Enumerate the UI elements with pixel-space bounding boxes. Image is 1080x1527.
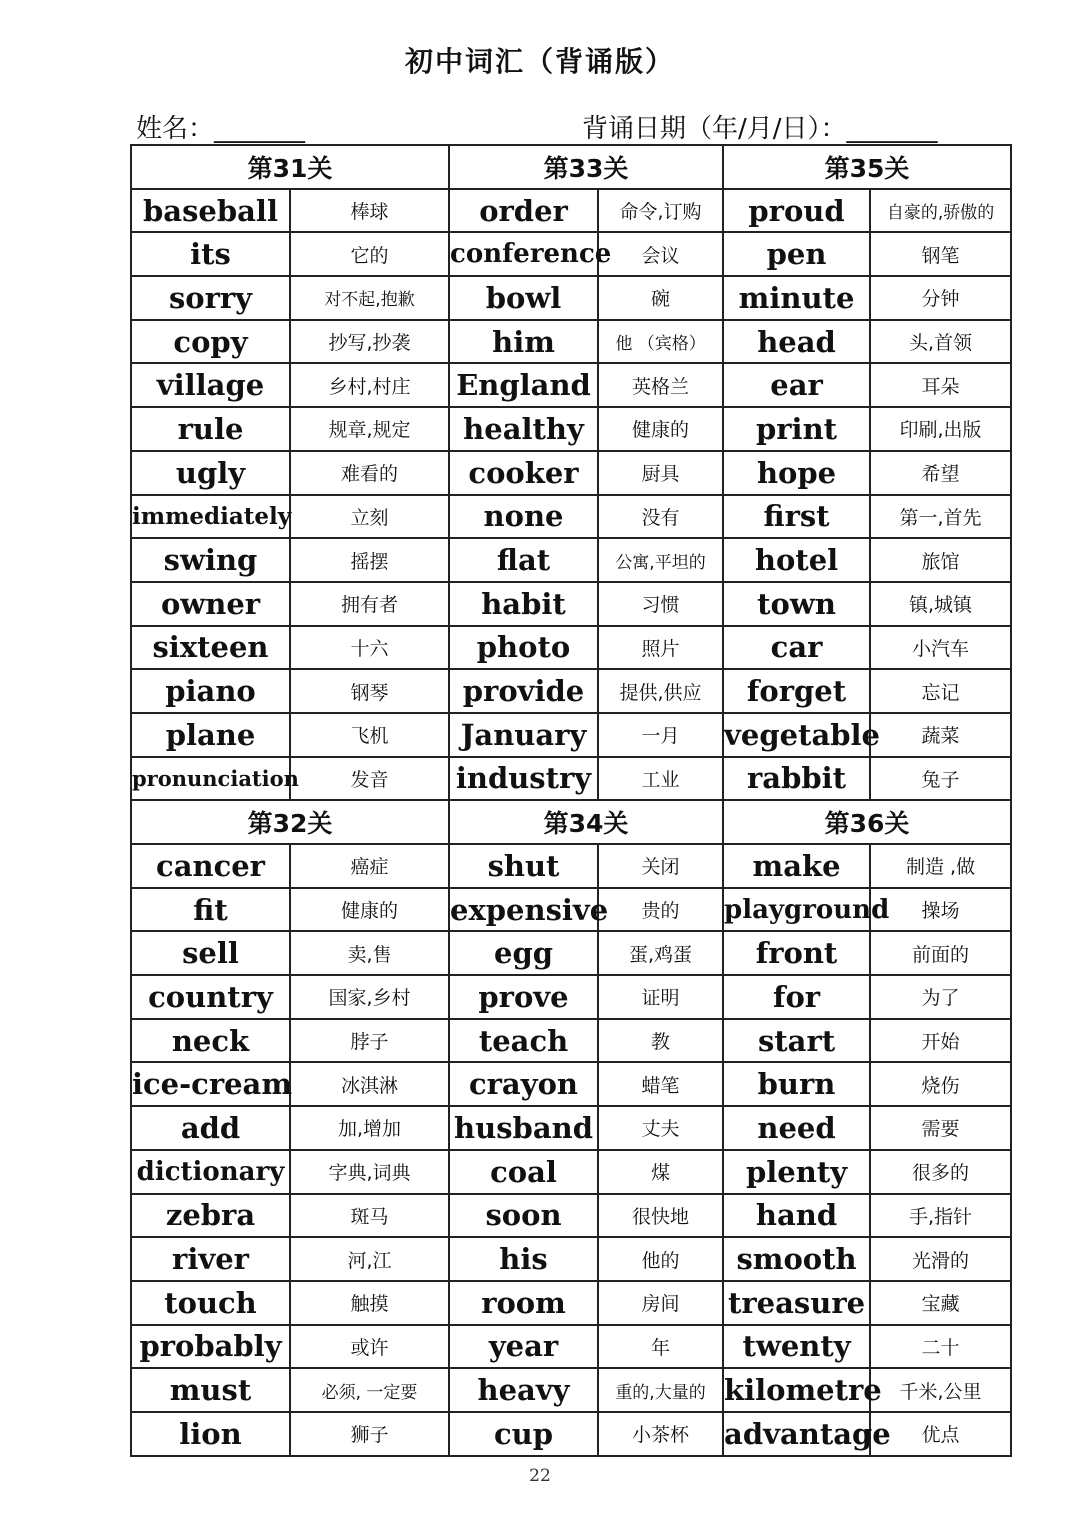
vocab-word: add: [131, 1106, 290, 1150]
vocab-meaning: 发音: [290, 757, 449, 801]
level-heading: 第32关: [131, 800, 449, 844]
vocab-meaning: 他 （宾格）: [598, 320, 723, 364]
vocab-word: ice-cream: [131, 1062, 290, 1106]
vocabulary-table: [130, 144, 1012, 1457]
vocab-word: none: [449, 495, 598, 539]
table-row: [131, 1194, 1011, 1238]
vocab-word: habit: [449, 582, 598, 626]
table-row: [131, 189, 1011, 233]
vocab-meaning: 前面的: [870, 931, 1011, 975]
vocab-word: pen: [723, 232, 870, 276]
vocab-word: country: [131, 975, 290, 1019]
vocab-word: piano: [131, 669, 290, 713]
vocab-word: order: [449, 189, 598, 233]
vocab-meaning: 一月: [598, 713, 723, 757]
vocab-word: crayon: [449, 1062, 598, 1106]
table-row: [131, 1368, 1011, 1412]
vocab-meaning: 很多的: [870, 1150, 1011, 1194]
vocab-meaning: 二十: [870, 1325, 1011, 1369]
vocab-word: its: [131, 232, 290, 276]
vocab-meaning: 蔬菜: [870, 713, 1011, 757]
vocab-meaning: 烧伤: [870, 1062, 1011, 1106]
vocab-meaning: 为了: [870, 975, 1011, 1019]
table-row: [131, 1237, 1011, 1281]
vocab-meaning: 很快地: [598, 1194, 723, 1238]
level-header-row: [131, 800, 1011, 844]
vocab-word: room: [449, 1281, 598, 1325]
vocab-word: sorry: [131, 276, 290, 320]
vocab-meaning: 公寓,平坦的: [598, 538, 723, 582]
vocab-word: soon: [449, 1194, 598, 1238]
vocab-meaning: 它的: [290, 232, 449, 276]
vocab-meaning: 宝藏: [870, 1281, 1011, 1325]
table-row: [131, 931, 1011, 975]
vocab-word: start: [723, 1019, 870, 1063]
vocab-meaning: 狮子: [290, 1412, 449, 1456]
vocab-meaning: 十六: [290, 626, 449, 670]
vocab-word: minute: [723, 276, 870, 320]
vocab-word: teach: [449, 1019, 598, 1063]
vocab-word: neck: [131, 1019, 290, 1063]
vocab-word: probably: [131, 1325, 290, 1369]
vocab-word: egg: [449, 931, 598, 975]
vocab-meaning: 钢琴: [290, 669, 449, 713]
vocab-meaning: 忘记: [870, 669, 1011, 713]
table-row: [131, 713, 1011, 757]
vocab-meaning: 重的,大量的: [598, 1368, 723, 1412]
vocab-meaning: 加,增加: [290, 1106, 449, 1150]
vocab-word: bowl: [449, 276, 598, 320]
vocab-meaning: 必须, 一定要: [290, 1368, 449, 1412]
vocab-word: lion: [131, 1412, 290, 1456]
date-field-label: 背诵日期（年/月/日）：_______: [582, 114, 938, 144]
vocab-word: hope: [723, 451, 870, 495]
vocab-meaning: 字典,词典: [290, 1150, 449, 1194]
vocab-word: touch: [131, 1281, 290, 1325]
vocab-word: treasure: [723, 1281, 870, 1325]
vocab-meaning: 关闭: [598, 844, 723, 888]
vocab-word: ear: [723, 363, 870, 407]
vocab-word: sixteen: [131, 626, 290, 670]
table-row: [131, 538, 1011, 582]
vocab-word: playground: [723, 888, 870, 932]
vocab-word: prove: [449, 975, 598, 1019]
vocab-meaning: 厨具: [598, 451, 723, 495]
vocab-meaning: 冰淇淋: [290, 1062, 449, 1106]
level-heading: 第36关: [723, 800, 1011, 844]
vocab-word: twenty: [723, 1325, 870, 1369]
vocab-meaning: 没有: [598, 495, 723, 539]
vocab-meaning: 小茶杯: [598, 1412, 723, 1456]
vocab-meaning: 房间: [598, 1281, 723, 1325]
vocab-meaning: 英格兰: [598, 363, 723, 407]
vocab-meaning: 脖子: [290, 1019, 449, 1063]
vocab-meaning: 千米,公里: [870, 1368, 1011, 1412]
vocab-word: make: [723, 844, 870, 888]
vocab-meaning: 河,江: [290, 1237, 449, 1281]
table-row: [131, 495, 1011, 539]
vocab-word: cooker: [449, 451, 598, 495]
vocab-word: first: [723, 495, 870, 539]
vocab-meaning: 光滑的: [870, 1237, 1011, 1281]
vocab-word: photo: [449, 626, 598, 670]
table-row: [131, 626, 1011, 670]
vocab-meaning: 棒球: [290, 189, 449, 233]
vocab-meaning: 飞机: [290, 713, 449, 757]
vocab-meaning: 小汽车: [870, 626, 1011, 670]
table-row: [131, 1106, 1011, 1150]
vocab-meaning: 会议: [598, 232, 723, 276]
level-heading: 第34关: [449, 800, 723, 844]
vocab-word: cancer: [131, 844, 290, 888]
vocab-word: zebra: [131, 1194, 290, 1238]
vocab-meaning: 他的: [598, 1237, 723, 1281]
vocab-meaning: 年: [598, 1325, 723, 1369]
table-row: [131, 363, 1011, 407]
page-number: 22: [529, 1466, 551, 1486]
table-row: [131, 1412, 1011, 1456]
table-row: [131, 1325, 1011, 1369]
table-row: [131, 1281, 1011, 1325]
vocab-meaning: 分钟: [870, 276, 1011, 320]
vocab-meaning: 开始: [870, 1019, 1011, 1063]
vocab-meaning: 触摸: [290, 1281, 449, 1325]
table-row: [131, 320, 1011, 364]
vocab-word: pronunciation: [131, 757, 290, 801]
vocab-meaning: 规章,规定: [290, 407, 449, 451]
vocab-word: cup: [449, 1412, 598, 1456]
vocab-meaning: 自豪的,骄傲的: [870, 189, 1011, 233]
table-row: [131, 1150, 1011, 1194]
vocab-word: rabbit: [723, 757, 870, 801]
vocab-word: owner: [131, 582, 290, 626]
table-row: [131, 975, 1011, 1019]
vocab-meaning: 难看的: [290, 451, 449, 495]
vocab-word: head: [723, 320, 870, 364]
vocab-meaning: 抄写,抄袭: [290, 320, 449, 364]
vocab-meaning: 印刷,出版: [870, 407, 1011, 451]
vocab-word: healthy: [449, 407, 598, 451]
table-row: [131, 888, 1011, 932]
vocab-word: river: [131, 1237, 290, 1281]
vocab-word: industry: [449, 757, 598, 801]
vocab-meaning: 命令,订购: [598, 189, 723, 233]
vocab-meaning: 兔子: [870, 757, 1011, 801]
vocab-meaning: 乡村,村庄: [290, 363, 449, 407]
vocab-meaning: 需要: [870, 1106, 1011, 1150]
vocab-meaning: 提供,供应: [598, 669, 723, 713]
vocab-meaning: 或许: [290, 1325, 449, 1369]
vocab-word: need: [723, 1106, 870, 1150]
vocab-meaning: 健康的: [290, 888, 449, 932]
vocab-word: kilometre: [723, 1368, 870, 1412]
vocab-word: provide: [449, 669, 598, 713]
vocab-meaning: 手,指针: [870, 1194, 1011, 1238]
vocab-word: copy: [131, 320, 290, 364]
vocab-meaning: 蛋,鸡蛋: [598, 931, 723, 975]
vocab-word: January: [449, 713, 598, 757]
page-title: 初中词汇（背诵版）: [404, 45, 675, 78]
vocab-word: proud: [723, 189, 870, 233]
vocab-word: plane: [131, 713, 290, 757]
vocab-word: advantage: [723, 1412, 870, 1456]
vocab-meaning: 国家,乡村: [290, 975, 449, 1019]
vocab-meaning: 碗: [598, 276, 723, 320]
level-heading: 第35关: [723, 145, 1011, 189]
vocab-meaning: 照片: [598, 626, 723, 670]
vocab-meaning: 第一,首先: [870, 495, 1011, 539]
vocab-meaning: 煤: [598, 1150, 723, 1194]
table-row: [131, 407, 1011, 451]
table-row: [131, 757, 1011, 801]
vocab-meaning: 蜡笔: [598, 1062, 723, 1106]
vocab-meaning: 优点: [870, 1412, 1011, 1456]
vocab-meaning: 健康的: [598, 407, 723, 451]
vocab-meaning: 制造 ,做: [870, 844, 1011, 888]
vocab-word: fit: [131, 888, 290, 932]
vocab-meaning: 工业: [598, 757, 723, 801]
vocab-word: sell: [131, 931, 290, 975]
vocab-word: must: [131, 1368, 290, 1412]
vocab-meaning: 操场: [870, 888, 1011, 932]
table-row: [131, 669, 1011, 713]
vocab-meaning: 斑马: [290, 1194, 449, 1238]
vocab-word: him: [449, 320, 598, 364]
name-field-label: 姓名：_______: [136, 114, 306, 144]
level-header-row: [131, 145, 1011, 189]
vocab-word: for: [723, 975, 870, 1019]
table-row: [131, 844, 1011, 888]
vocab-word: flat: [449, 538, 598, 582]
vocab-word: heavy: [449, 1368, 598, 1412]
vocab-meaning: 耳朵: [870, 363, 1011, 407]
level-heading: 第33关: [449, 145, 723, 189]
vocab-meaning: 贵的: [598, 888, 723, 932]
vocab-meaning: 卖,售: [290, 931, 449, 975]
vocab-word: shut: [449, 844, 598, 888]
table-row: [131, 582, 1011, 626]
vocab-meaning: 立刻: [290, 495, 449, 539]
vocab-word: town: [723, 582, 870, 626]
vocab-meaning: 头,首领: [870, 320, 1011, 364]
table-row: [131, 451, 1011, 495]
table-row: [131, 1062, 1011, 1106]
vocab-word: baseball: [131, 189, 290, 233]
vocab-word: dictionary: [131, 1150, 290, 1194]
vocab-meaning: 证明: [598, 975, 723, 1019]
vocab-meaning: 拥有者: [290, 582, 449, 626]
vocab-word: burn: [723, 1062, 870, 1106]
vocab-meaning: 习惯: [598, 582, 723, 626]
vocab-word: smooth: [723, 1237, 870, 1281]
vocab-word: conference: [449, 232, 598, 276]
vocab-meaning: 癌症: [290, 844, 449, 888]
vocab-word: swing: [131, 538, 290, 582]
vocab-word: plenty: [723, 1150, 870, 1194]
vocab-meaning: 丈夫: [598, 1106, 723, 1150]
table-row: [131, 276, 1011, 320]
vocab-word: coal: [449, 1150, 598, 1194]
vocab-meaning: 旅馆: [870, 538, 1011, 582]
vocab-meaning: 对不起,抱歉: [290, 276, 449, 320]
vocab-word: village: [131, 363, 290, 407]
table-row: [131, 232, 1011, 276]
vocab-meaning: 摇摆: [290, 538, 449, 582]
vocab-word: forget: [723, 669, 870, 713]
vocab-word: hand: [723, 1194, 870, 1238]
vocab-word: year: [449, 1325, 598, 1369]
vocab-word: print: [723, 407, 870, 451]
vocab-word: car: [723, 626, 870, 670]
vocab-meaning: 钢笔: [870, 232, 1011, 276]
vocab-meaning: 教: [598, 1019, 723, 1063]
vocab-word: expensive: [449, 888, 598, 932]
vocab-word: front: [723, 931, 870, 975]
vocab-word: immediately: [131, 495, 290, 539]
vocab-word: husband: [449, 1106, 598, 1150]
vocab-word: hotel: [723, 538, 870, 582]
vocab-word: rule: [131, 407, 290, 451]
vocab-word: ugly: [131, 451, 290, 495]
table-row: [131, 1019, 1011, 1063]
vocab-word: vegetable: [723, 713, 870, 757]
level-heading: 第31关: [131, 145, 449, 189]
vocab-word: England: [449, 363, 598, 407]
vocab-meaning: 希望: [870, 451, 1011, 495]
vocab-meaning: 镇,城镇: [870, 582, 1011, 626]
vocab-word: his: [449, 1237, 598, 1281]
